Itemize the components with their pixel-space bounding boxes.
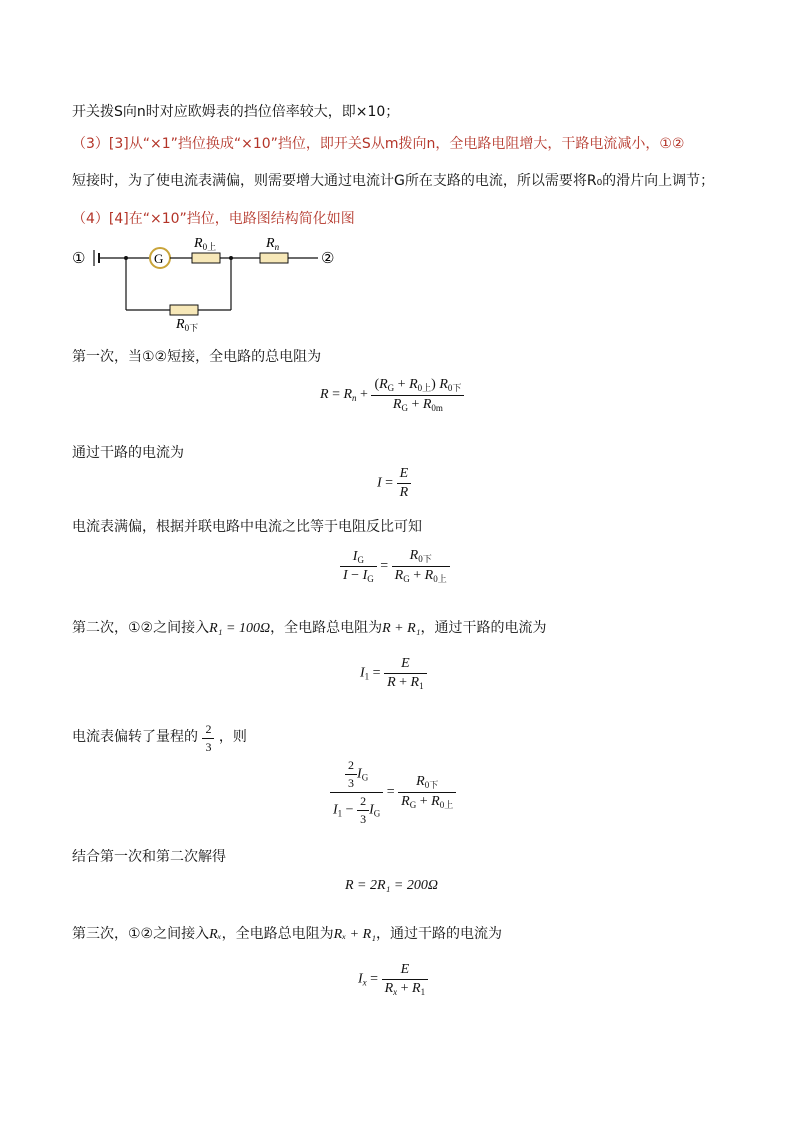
- sentence-first-short: [72, 346, 321, 366]
- paragraph-part3-line2: [72, 170, 714, 190]
- sentence-combine: [72, 846, 226, 866]
- inline-r-plus-r1: R + R₁: [382, 621, 421, 636]
- equation-current-ratio-2: $\frac{2}{3}$ $I_G$ $I_1$ − $\frac{2}{3}$ $I_G$ = $\frac{R_{0下}}{R_G + R_{0上}}$: [330, 758, 456, 827]
- fraction-two-thirds: $\frac{2}{3}$: [202, 722, 214, 755]
- label-rn: $R_n$: [266, 236, 280, 252]
- sentence-combine-text: 结合第一次和第二次解得: [72, 849, 226, 865]
- paragraph-part4-text: （4）[4]在“×10”挡位，电路图结构简化如图: [72, 211, 355, 227]
- terminal-2: ②: [321, 251, 335, 267]
- inline-rx-plus-r1: Rₓ + R₁: [333, 927, 377, 942]
- inline-rx: Rₓ: [209, 927, 222, 942]
- equation-r-value: R = 2R₁ = 200Ω: [345, 878, 438, 893]
- terminal-1: ①: [72, 251, 86, 267]
- label-r0-upper: $R_{0上}$: [194, 236, 217, 252]
- inline-r1-value: R₁ = 100Ω: [209, 621, 271, 636]
- paragraph-part3-line1: [72, 133, 684, 153]
- resistor-rn: [260, 253, 288, 263]
- sentence-third-time: 第三次，①②之间接入Rₓ，全电路总电阻为Rₓ + R₁，通过干路的电流为: [72, 926, 503, 942]
- equation-second-current: $I_1$ = $\frac{E}{R + R_1}$: [360, 656, 427, 691]
- sentence-main-current: [72, 442, 184, 462]
- sentence-full-deflection-text: 电流表满偏，根据并联电路中电流之比等于电阻反比可知: [72, 519, 422, 535]
- galvanometer-label: G: [154, 251, 164, 266]
- resistor-r0-upper: [192, 253, 220, 263]
- paragraph-switch-n-text: 开关拨S向n时对应欧姆表的挡位倍率较大，即×10；: [72, 104, 400, 120]
- label-r0-lower: $R_{0下}$: [176, 317, 199, 332]
- paragraph-switch-n: [72, 101, 399, 121]
- sentence-first-short-text: 第一次，当①②短接，全电路的总电阻为: [72, 349, 322, 365]
- paragraph-part4: [72, 208, 355, 228]
- equation-total-resistance: $R = R_n$ + $\frac{(R_G + R_{0上}) R_{0下}}{R_G + R_{0m}}$: [320, 377, 464, 413]
- equation-third-current: $I_x$ = $\frac{E}{R_x + R_1}$: [358, 962, 428, 997]
- paragraph-part3-line2-text: 短接时，为了使电流表满偏，则需要增大通过电流计G所在支路的电流，所以需要将R₀的滑片向上调节；: [72, 173, 715, 189]
- resistor-r0-lower: [170, 305, 198, 315]
- sentence-second-time: 第二次，①②之间接入R₁ = 100Ω，全电路总电阻为R + R₁，通过干路的电流为: [72, 620, 547, 636]
- circuit-diagram: [68, 232, 368, 332]
- sentence-main-current-text: 通过干路的电流为: [72, 445, 184, 461]
- fraction-parallel: $\frac{(R_G + R_{0上}) R_{0下}}{R_G + R_{0m}}$: [371, 377, 464, 413]
- sentence-two-thirds: 电流表偏转了量程的 $\frac{2}{3}$ ，则: [72, 722, 247, 754]
- equation-main-current: I = $\frac{E}{R}$: [377, 466, 411, 501]
- equation-current-ratio-1: $\frac{I_G}{I - I_G}$ = $\frac{R_{0下}}{R_G + R_{0上}}$: [340, 548, 450, 585]
- paragraph-part3-line1-text: （3）[3]从“×1”挡位换成“×10”挡位，即开关S从m拨向n，全电路电阻增大，干路电流减小，①②: [72, 136, 685, 152]
- sentence-full-deflection: [72, 516, 422, 536]
